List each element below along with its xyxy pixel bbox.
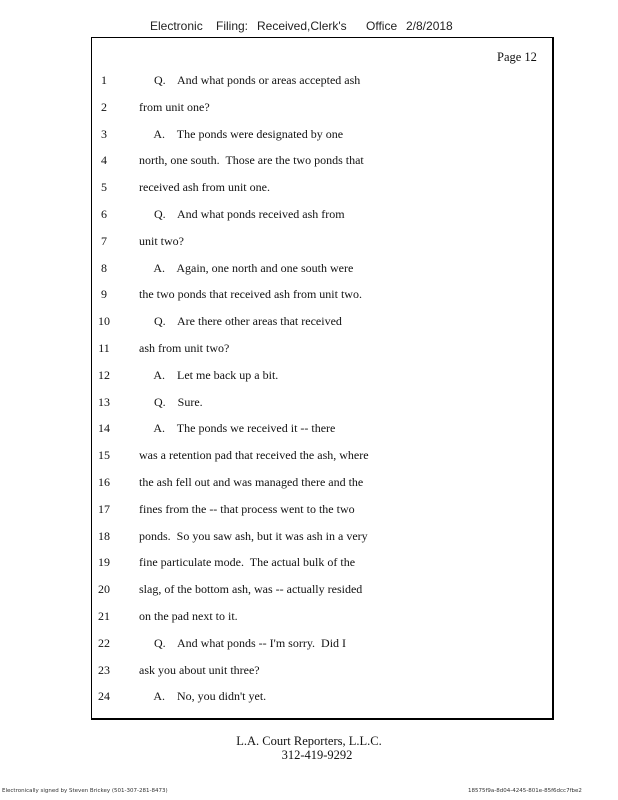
- line-text: Q. And what ponds -- I'm sorry. Did I: [139, 635, 347, 650]
- line-number: 15: [98, 448, 110, 463]
- line-text: received ash from unit one.: [139, 180, 270, 195]
- line-number: 8: [101, 260, 107, 275]
- line-text: A. Again, one north and one south were: [139, 260, 354, 275]
- transcript-line: [0, 555, 618, 573]
- line-number: 2: [101, 99, 107, 114]
- transcript-line: [0, 636, 618, 654]
- line-number: 9: [101, 287, 107, 302]
- line-number: 7: [101, 233, 107, 248]
- transcript-line: [0, 529, 618, 547]
- line-number: 19: [98, 555, 110, 570]
- line-text: Q. And what ponds received ash from: [139, 207, 345, 221]
- document-hash: 18575f9a-8d04-4245-801e-85f6dcc7fbe2: [468, 788, 582, 794]
- page-number: Page 12: [497, 50, 537, 64]
- line-number: 21: [98, 609, 110, 623]
- line-text: A. The ponds we received it -- there: [139, 421, 336, 436]
- line-text: unit two?: [139, 233, 184, 248]
- transcript-line: [0, 314, 618, 332]
- transcript-line: [0, 582, 618, 600]
- line-number: 17: [98, 501, 110, 516]
- transcript-line: [0, 475, 618, 493]
- transcript-line: [0, 395, 618, 413]
- transcript-line: [0, 180, 618, 198]
- electronic-signature: Electronically signed by Steven Brickey (501-307-281-8473): [2, 788, 168, 794]
- court-reporter-name: L.A. Court Reporters, L.L.C.: [236, 734, 382, 748]
- line-text: fine particulate mode. The actual bulk of the: [139, 555, 356, 570]
- line-text: ponds. So you saw ash, but it was ash in a very: [139, 528, 368, 543]
- line-number: 12: [98, 367, 110, 382]
- line-text: north, one south. Those are the two ponds that: [139, 153, 364, 168]
- line-text: ash from unit two?: [139, 341, 230, 355]
- line-text: was a retention pad that received the ash, where: [139, 448, 369, 463]
- transcript-line: [0, 368, 618, 386]
- line-number: 6: [101, 207, 107, 221]
- line-number: 4: [101, 153, 107, 168]
- transcript-line: [0, 609, 618, 627]
- line-text: A. The ponds were designated by one: [139, 126, 344, 141]
- line-number: 24: [98, 689, 110, 704]
- transcript-line: [0, 421, 618, 439]
- line-number: 11: [98, 341, 110, 355]
- transcript-line: [0, 448, 618, 466]
- line-number: 13: [98, 394, 110, 409]
- line-number: 16: [98, 475, 110, 489]
- transcript-line: [0, 341, 618, 359]
- line-number: 23: [98, 662, 110, 677]
- line-text: the two ponds that received ash from unit two.: [139, 287, 362, 302]
- line-number: 14: [98, 421, 110, 436]
- line-text: Q. Sure.: [139, 394, 203, 409]
- transcript-line: [0, 207, 618, 225]
- transcript-line: [0, 287, 618, 305]
- transcript-line: [0, 663, 618, 681]
- line-text: the ash fell out and was managed there and the: [139, 475, 364, 489]
- line-text: from unit one?: [139, 99, 210, 114]
- line-number: 1: [101, 73, 107, 87]
- transcript-line: [0, 153, 618, 171]
- line-text: A. No, you didn't yet.: [139, 689, 267, 704]
- filing-stamp-electronic: Electronic: [150, 19, 203, 33]
- transcript-line: [0, 261, 618, 279]
- line-text: ask you about unit three?: [139, 662, 260, 677]
- filing-stamp-received: Received,Clerk's: [257, 19, 347, 33]
- line-text: fines from the -- that process went to the two: [139, 501, 355, 516]
- line-number: 20: [98, 582, 110, 597]
- line-text: on the pad next to it.: [139, 609, 238, 623]
- transcript-line: [0, 100, 618, 118]
- line-number: 5: [101, 180, 107, 195]
- filing-stamp-office: Office: [366, 19, 398, 33]
- transcript-line: [0, 73, 618, 91]
- line-number: 3: [101, 126, 107, 141]
- line-number: 10: [98, 314, 110, 329]
- transcript-line: [0, 127, 618, 145]
- transcript-line: [0, 689, 618, 707]
- filing-stamp-filing: Filing:: [216, 19, 249, 33]
- line-number: 22: [98, 635, 110, 650]
- transcript-line: [0, 502, 618, 520]
- filing-stamp-date: 2/8/2018: [406, 19, 453, 33]
- filing-stamp: [0, 19, 618, 39]
- line-text: slag, of the bottom ash, was -- actually resided: [139, 582, 363, 597]
- line-number: 18: [98, 528, 110, 543]
- line-text: A. Let me back up a bit.: [139, 367, 279, 382]
- court-reporter-phone: 312-419-9292: [281, 748, 353, 762]
- transcript-line: [0, 234, 618, 252]
- line-text: Q. And what ponds or areas accepted ash: [139, 73, 361, 87]
- line-text: Q. Are there other areas that received: [139, 314, 342, 329]
